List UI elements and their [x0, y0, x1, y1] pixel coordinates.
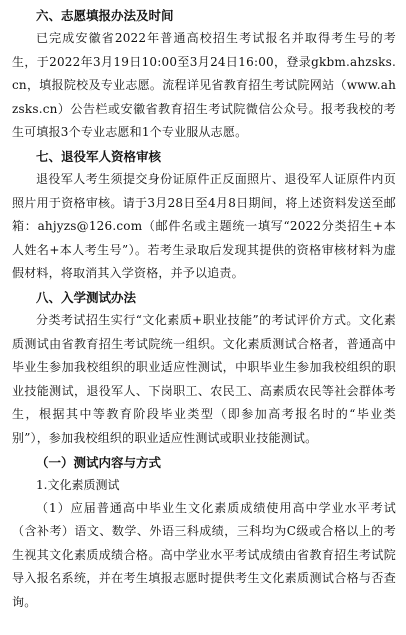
paragraph-veteran-review: 退役军人考生须提交身份证原件正反面照片、退役军人证原件内页照片用于资格审核。请于3月28日至4月8日期间，将上述资料发送至邮箱：ahjyzs@126.com（邮件名或主题统一填写“2022分类招生+本人姓名+本人考生号”）。若考生录取后发现其提供的资格审核材料为虚假材料，将取消其入学资格，并予以追责。 [12, 171, 396, 281]
section-heading-veteran-review: 七、退役军人资格审核 [36, 148, 162, 164]
paragraph-entrance-test: 分类考试招生实行“文化素质+职业技能”的考试评价方式。文化素质测试由省教育招生考试院统一组织。文化素质测试合格者，普通高中毕业生参加我校组织的职业适应性测试，中职毕业生参加我校组织的职业技能测试，退役军人、下岗职工、农民工、高素质农民等社会群体考生，根据其中等教育阶段毕业类型（即参加高考报名时的“毕业类别”），参加我校组织的职业适应性测试或职业技能测试。 [12, 312, 396, 445]
subsection-heading-test-content: （一）测试内容与方式 [36, 454, 162, 470]
section-heading-application-time: 六、志愿填报办法及时间 [36, 8, 174, 23]
paragraph-cultural-test-rule: （1）应届普通高中毕业生文化素质成绩使用高中学业水平考试（含补考）语文、数学、外语三科成绩，三科均为C级或合格以上的考生视其文化素质成绩合格。高中学业水平考试成绩由省教育招生考试院导入报名系统，并在考生填报志愿时提供考生文化素质测试合格与否查询。 [12, 500, 396, 609]
item-heading-cultural-test: 1.文化素质测试 [36, 477, 120, 492]
section-heading-entrance-test: 八、入学测试办法 [36, 289, 137, 305]
paragraph-application-method: 已完成安徽省2022年普通高校招生考试报名并取得考生号的考生，于2022年3月19日10:00至3月24日16:00，登录gkbm.ahzsks.cn，填报院校及专业志愿。流程详见省教育招生考试院网站（www.ahzsks.cn）公告栏或安徽省教育招生考试院微信公众号。报考我校的考生可填报3个专业志愿和1个专业服从志愿。 [12, 31, 396, 140]
